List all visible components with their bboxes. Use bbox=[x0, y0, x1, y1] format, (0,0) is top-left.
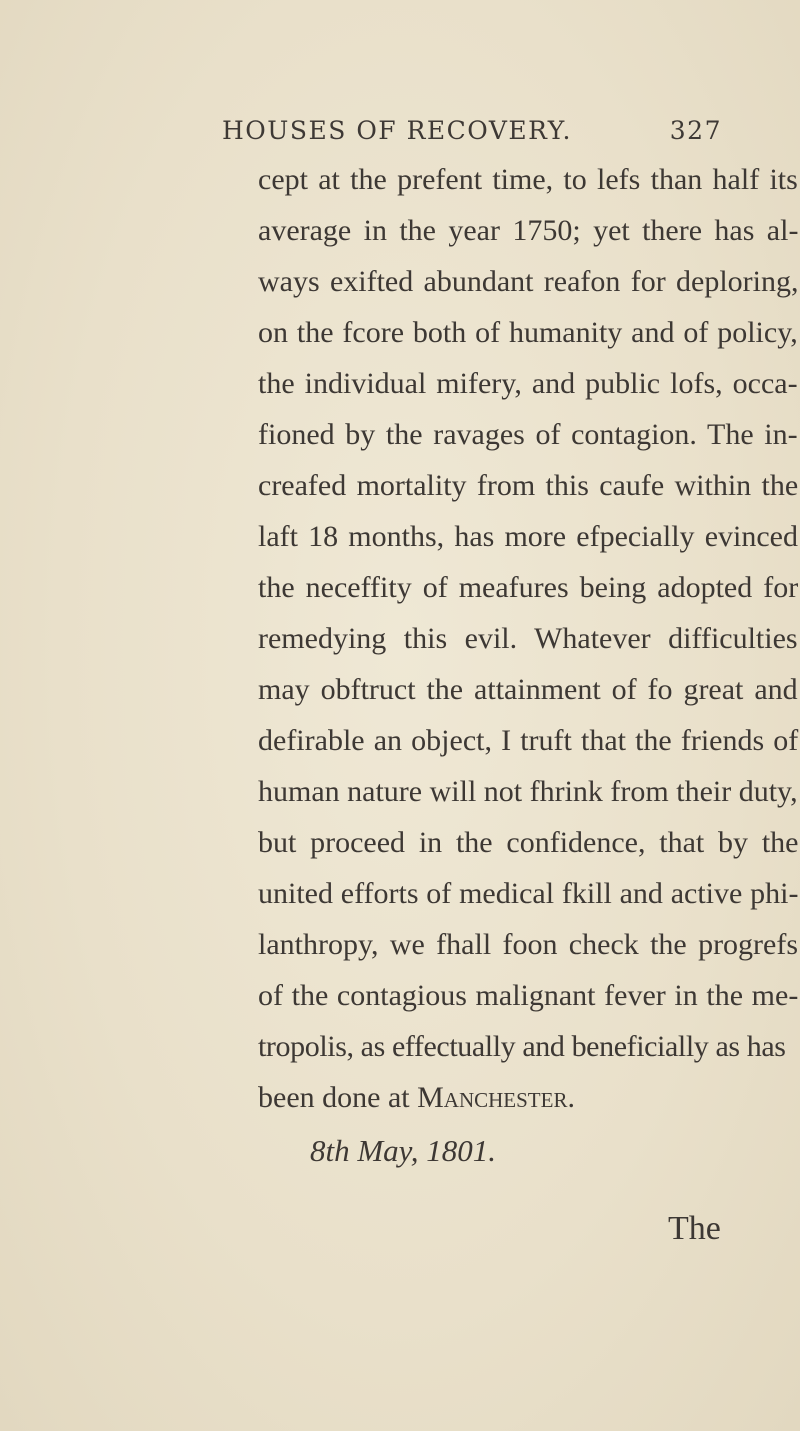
city-name: Manchester bbox=[417, 1081, 568, 1114]
text-line: remedying this evil. Whatever difficulties bbox=[258, 622, 798, 655]
text-line: ways exifted abundant reafon for deploring, bbox=[258, 265, 799, 298]
text-line: may obftruct the attainment of fo great and bbox=[258, 673, 798, 706]
last-line-prefix: been done at bbox=[258, 1081, 418, 1114]
catchword: The bbox=[668, 1210, 721, 1247]
text-line: cept at the prefent time, to lefs than half its bbox=[258, 163, 798, 196]
text-line: the individual mifery, and public lofs, occa- bbox=[258, 367, 798, 400]
last-line-suffix: . bbox=[567, 1081, 575, 1114]
text-line: the neceffity of meafures being adopted for bbox=[258, 571, 799, 604]
text-line: on the fcore both of humanity and of policy, bbox=[258, 316, 798, 349]
running-head bbox=[222, 116, 722, 156]
text-line: laft 18 months, has more efpecially evinced bbox=[258, 520, 798, 553]
text-line: fioned by the ravages of contagion. The in- bbox=[258, 418, 798, 451]
dateline bbox=[310, 1133, 496, 1169]
text-line: of the contagious malignant fever in the me- bbox=[258, 979, 799, 1012]
text-line: united efforts of medical fkill and active phi- bbox=[258, 877, 799, 910]
dateline-text: 8th May, 1801. bbox=[310, 1133, 496, 1168]
text-line-last bbox=[258, 1080, 575, 1116]
text-line: lanthropy, we fhall foon check the progrefs bbox=[258, 928, 799, 961]
text-line: human nature will not fhrink from their duty, bbox=[258, 775, 798, 808]
page-number: 327 bbox=[669, 116, 722, 145]
running-title: HOUSES OF RECOVERY. bbox=[222, 116, 572, 145]
text-line: average in the year 1750; yet there has al- bbox=[258, 214, 799, 247]
text-line: tropolis, as effectually and beneficially as has bbox=[258, 1030, 786, 1063]
text-line: creafed mortality from this caufe within the bbox=[258, 469, 799, 502]
text-line: but proceed in the confidence, that by the bbox=[258, 826, 799, 859]
text-line: defirable an object, I truft that the friends of bbox=[258, 724, 799, 757]
